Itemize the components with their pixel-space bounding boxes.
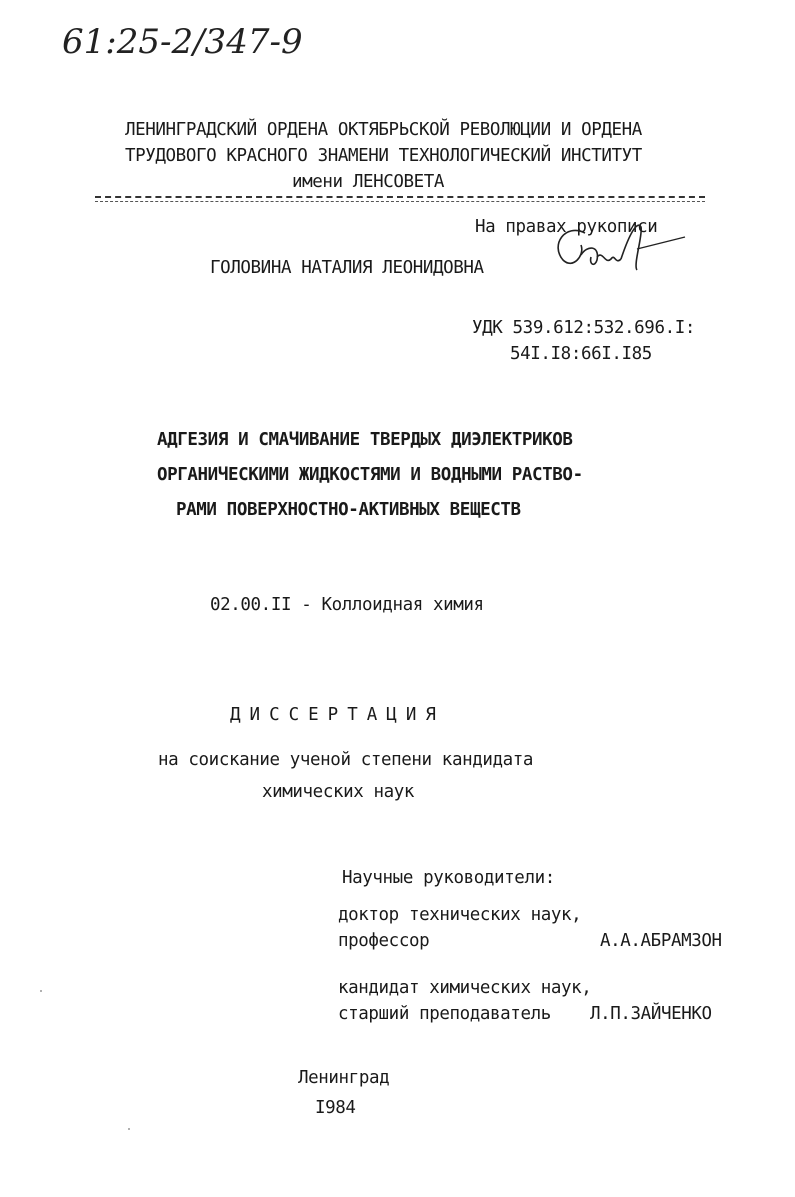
udc-line-1: УДК 539.612:532.696.I: [472,318,695,338]
author-name: ГОЛОВИНА НАТАЛИЯ ЛЕОНИДОВНА [210,258,484,278]
signature [545,215,690,280]
archive-number: 61:25-2/347-9 [62,22,303,62]
institution-line-1: ЛЕНИНГРАДСКИЙ ОРДЕНА ОКТЯБРЬСКОЙ РЕВОЛЮЦИИ И ОРДЕНА [125,120,642,140]
header-divider [95,196,705,198]
year: I984 [315,1098,356,1118]
manuscript-note: На правах рукописи [475,217,658,237]
specialty: 02.00.II - Коллоидная химия [210,595,484,615]
scan-speck [40,990,42,992]
supervisor-2-title: старший преподаватель [338,1004,551,1024]
title-line-2: ОРГАНИЧЕСКИМИ ЖИДКОСТЯМИ И ВОДНЫМИ РАСТВО- [157,465,583,485]
degree-line-1: на соискание ученой степени кандидата [158,750,534,770]
title-line-1: АДГЕЗИЯ И СМАЧИВАНИЕ ТВЕРДЫХ ДИЭЛЕКТРИКОВ [157,430,573,450]
supervisors-heading: Научные руководители: [342,868,555,888]
degree-line-2: химических наук [262,782,415,802]
udc-line-2: 54I.I8:66I.I85 [510,344,652,364]
header-divider-2 [95,201,705,202]
scan-speck [128,1128,130,1130]
supervisor-1-title: профессор [338,931,430,951]
document-type: ДИССЕРТАЦИЯ [230,705,445,725]
supervisor-2-name: Л.П.ЗАЙЧЕНКО [590,1004,712,1024]
supervisor-1-name: А.А.АБРАМЗОН [600,931,722,951]
institution-line-2: ТРУДОВОГО КРАСНОГО ЗНАМЕНИ ТЕХНОЛОГИЧЕСКИЙ ИНСТИТУТ [125,146,642,166]
supervisor-1-degree: доктор технических наук, [338,905,582,925]
city: Ленинград [298,1068,390,1088]
supervisor-2-degree: кандидат химических наук, [338,978,592,998]
title-line-3: РАМИ ПОВЕРХНОСТНО-АКТИВНЫХ ВЕЩЕСТВ [176,500,521,520]
institution-line-3: имени ЛЕНСОВЕТА [292,172,445,192]
